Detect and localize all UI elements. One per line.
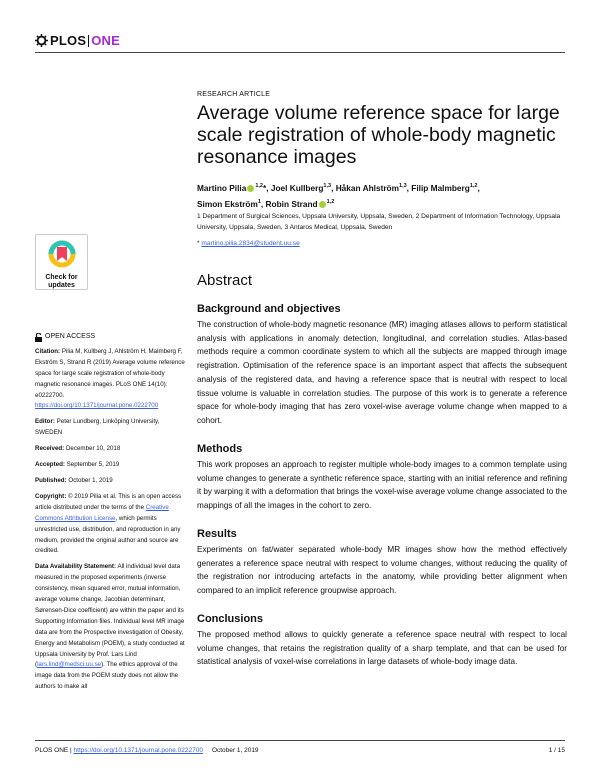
footer-divider: [35, 740, 565, 741]
crossmark-icon: [47, 239, 77, 269]
plos-gear-icon: [35, 34, 48, 47]
author[interactable]: Martino Pilia: [197, 182, 247, 193]
section-conclusions: [197, 613, 567, 669]
article-title: Average volume reference space for large scale registration of whole-body magnetic resonance images: [197, 102, 560, 168]
license-link[interactable]: Creative Commons Attribution License: [35, 503, 169, 522]
badge-label: Check for updates: [45, 274, 78, 289]
email-link[interactable]: martino.pilia.2834@student.uu.se: [201, 240, 300, 247]
accepted: Accepted: September 5, 2019: [35, 461, 120, 469]
section-background: [197, 303, 567, 428]
section-methods: [197, 443, 567, 513]
logo-one: ONE: [91, 33, 120, 48]
footer-date: October 1, 2019: [211, 747, 259, 754]
section-text: The construction of whole-body magnetic resonance (MR) imaging atlases allows to perform statistical analysis with applications in anomaly detection, longitudinal, and correlation studies. Atlas-based methods require a common coordinate system to which all the subjects are mapped through image registration. Optimisation of the reference space is an important aspect that affects the subsequent analysis of the registered data, and having a reference space that is neutral with respect to local tissue volume is valuable in correlation studies. The purpose of this work is to generate a reference space for whole-body imaging that has zero voxel-wise average volume change when mapped to a cohort.: [197, 320, 567, 425]
author[interactable]: Filip Malmberg: [411, 182, 470, 193]
header-divider: [35, 52, 565, 53]
open-access-label: OPEN ACCESS: [45, 333, 96, 340]
copyright: Copyright: © 2019 Pilia et al. This is an open access article distributed under the terms of the Creative Commons Attribution License, which permits unrestricted use, distribution, and reproduction in any medium, provided the original author and source are credited.: [35, 492, 182, 555]
section-heading: Background and objectives: [197, 303, 341, 315]
section-heading: Conclusions: [197, 613, 264, 625]
page-footer: [35, 747, 565, 754]
section-text: Experiments on fat/water separated whole-body MR images show how the method effectively generates a reference space neutral with respect to volume changes, without reducing the quality of the registration nor introducing artefacts in the anatomy, while providing better alignment when compared to an implicit reference groupwise approach.: [197, 545, 567, 596]
citation-doi-link[interactable]: https://doi.org/10.1371/journal.pone.0222700: [35, 402, 159, 410]
section-text: The proposed method allows to quickly generate a reference space neutral with respect to local volume changes, that retains the registration quality of a sharp template, and that can be used for statistical analysis of voxel-wise correlations in large datasets of whole-body image data.: [197, 630, 567, 667]
section-results: [197, 528, 567, 598]
citation: Citation: Pilia M, Kullberg J, Ahlström H, Malmberg F, Ekström S, Strand R (2019) Average volume reference space for large scale registration of whole-body magnetic resonance images. PLoS ONE 14(10): e0222700. https://doi.org/10.1371/journal.pone.0222700: [35, 347, 185, 410]
article-info-sidebar: [35, 332, 185, 693]
abstract-heading: Abstract: [197, 272, 253, 289]
author[interactable]: Håkan Ahlström: [335, 182, 400, 193]
received: Received: December 10, 2018: [35, 445, 121, 453]
footer-journal: PLOS ONE |: [35, 747, 72, 754]
author[interactable]: Robin Strand: [265, 198, 318, 209]
open-lock-icon: [35, 333, 42, 342]
orcid-icon[interactable]: [319, 201, 326, 208]
plos-one-logo: [35, 33, 120, 48]
article-type: RESEARCH ARTICLE: [197, 91, 271, 98]
data-availability: Data Availability Statement: All individual level data measured in the proposed experiments (inverse consistency, mean squared error, mutual information, average volume change, Jacobian determinant, Sørensen-Dice coefficient) are within the paper and its Supporting Information files. Individual level MR image data are from the Prospective investigation of Obesity, Energy and Metabolism (POEM), a study conducted at Uppsala University by Prof. Lars Lind (lars.lind@medsci.uu.se). The ethics approval of the image data from the POEM study does not allow the authors to make all: [35, 563, 185, 691]
corresponding-email: * martino.pilia.2834@student.uu.se: [197, 240, 300, 247]
section-heading: Methods: [197, 443, 243, 455]
check-for-updates-badge[interactable]: [35, 234, 88, 290]
author-list: Martino Pilia $^{1,2}$*, Joel Kullberg$^{1,3}$, Håkan Ahlström$^{1,3}$, Filip Malmberg$^{1,2}$, Simon Ekström$^1$, Robin Strand $^{1,2}$: [197, 182, 480, 209]
orcid-icon[interactable]: [247, 185, 254, 192]
data-email-link[interactable]: lars.lind@medsci.uu.se: [37, 661, 102, 669]
footer-doi-link[interactable]: https://doi.org/10.1371/journal.pone.0222700: [73, 747, 203, 754]
affiliations: 1 Department of Surgical Sciences, Uppsala University, Uppsala, Sweden, 2 Department of Information Technology, Uppsala University, Uppsala, Sweden, 3 Antaros Medical, Uppsala, Sweden: [197, 213, 561, 231]
author[interactable]: Simon Ekström: [197, 198, 258, 209]
section-text: This work proposes an approach to register multiple whole-body images to a common template using volume changes to generate a synthetic reference space, starting with an initial reference and refining it by warping it with a deformation that brings the voxel-wise average volume change associated to the mappings of all the images in the cohort to zero.: [197, 460, 568, 511]
published: Published: October 1, 2019: [35, 476, 113, 484]
editor: Editor: Peter Lundberg, Linköping University, SWEDEN: [35, 418, 160, 437]
section-heading: Results: [197, 528, 237, 540]
author[interactable]: Joel Kullberg: [270, 182, 324, 193]
logo-plos: PLOS: [50, 33, 87, 48]
page-number: 1 / 15: [548, 747, 565, 754]
